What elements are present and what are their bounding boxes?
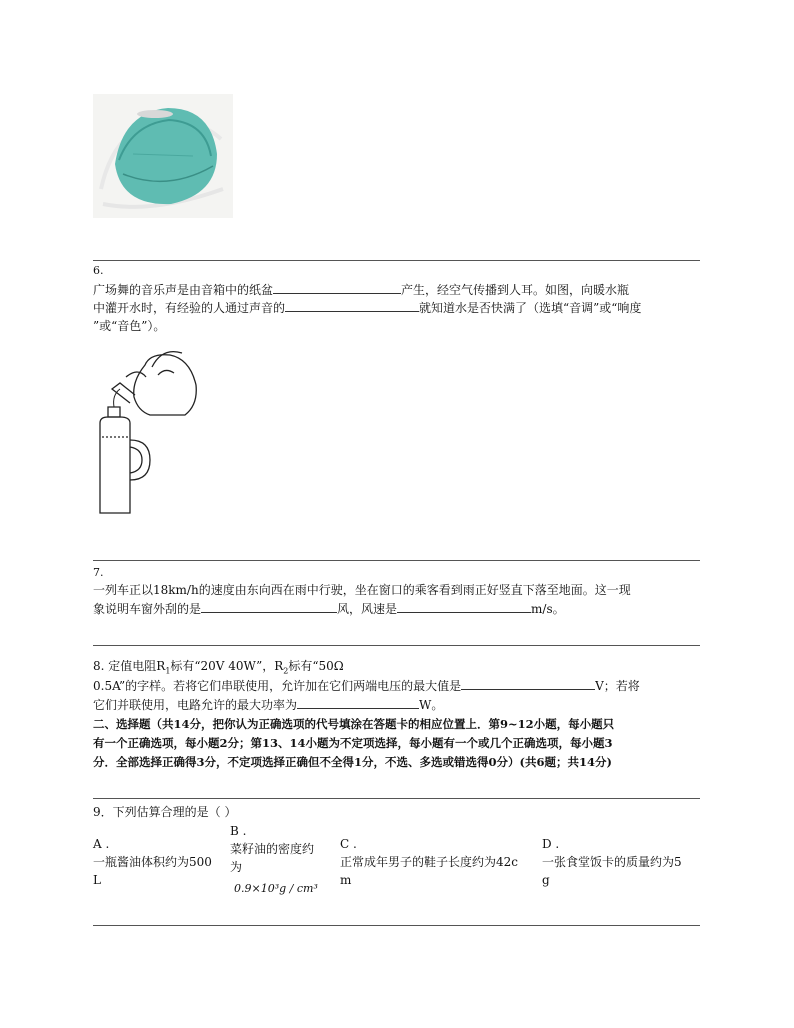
q6-line-3: ”或“音色”）。 bbox=[93, 319, 166, 333]
divider bbox=[93, 560, 700, 561]
divider bbox=[93, 260, 700, 261]
question-number: 7. bbox=[93, 566, 104, 579]
q8-line-3: 它们并联使用，电路允许的最大功率为 W。 bbox=[93, 698, 444, 712]
section-heading-line-1: 二、选择题（共14分，把你认为正确选项的代号填涂在答题卡的相应位置上．第9~12小题，每小题只 bbox=[93, 717, 615, 731]
option-a[interactable]: A . 一瓶酱油体积约为500 L bbox=[93, 837, 212, 887]
section-heading-line-3: 分．全部选择正确得3分，不定项选择正确但不全得1分，不选、多选或错选得0分）(共6题；共14分) bbox=[93, 755, 612, 769]
kettle-thermos-figure bbox=[90, 345, 200, 520]
q7-line-1: 一列车正以18km/h的速度由东向西在雨中行驶，坐在窗口的乘客看到雨正好竖直下落至地面。这一现 bbox=[93, 583, 631, 597]
answer-blank[interactable] bbox=[285, 299, 419, 312]
answer-blank[interactable] bbox=[201, 600, 337, 613]
density-formula: 0.9×10³g / cm³ bbox=[234, 882, 318, 895]
divider bbox=[93, 645, 700, 646]
option-b[interactable]: B . 菜籽油的密度约 为 0.9×10³g / cm³ bbox=[230, 822, 334, 898]
q7-line-2: 象说明车窗外刮的是 风，风速是 m/s。 bbox=[93, 602, 565, 616]
option-c[interactable]: C . 正常成年男子的鞋子长度约为42c m bbox=[340, 837, 518, 887]
q8-line-2: 0.5A”的字样。若将它们串联使用，允许加在它们两端电压的最大值是 V；若将 bbox=[93, 679, 640, 693]
mask-photo bbox=[93, 94, 233, 218]
question-number: 6. bbox=[93, 264, 104, 277]
kettle-thermos-icon bbox=[90, 345, 200, 520]
answer-blank[interactable] bbox=[397, 600, 531, 613]
divider bbox=[93, 798, 700, 799]
q6-line-1: 广场舞的音乐声是由音箱中的纸盆 产生，经空气传播到人耳。如图，向暖水瓶 bbox=[93, 283, 630, 297]
answer-blank[interactable] bbox=[461, 677, 595, 690]
q9-stem: 9．下列估算合理的是（ ） bbox=[93, 805, 237, 819]
section-heading-line-2: 有一个正确选项，每小题2分；第13、14小题为不定项选择，每小题有一个或几个正确选项，每小题3 bbox=[93, 736, 613, 750]
n95-mask-icon bbox=[93, 94, 233, 218]
option-d[interactable]: D . 一张食堂饭卡的质量约为5 g bbox=[542, 837, 682, 887]
divider bbox=[93, 925, 700, 926]
answer-blank[interactable] bbox=[273, 281, 401, 294]
q6-line-2: 中灌开水时，有经验的人通过声音的 就知道水是否快满了（选填“音调”或“响度 bbox=[93, 301, 642, 315]
answer-blank[interactable] bbox=[297, 696, 419, 709]
q8-line-1: 8. 定值电阻$R_1$标有“20V 40W”，$R_2$标有“50Ω bbox=[93, 659, 344, 676]
